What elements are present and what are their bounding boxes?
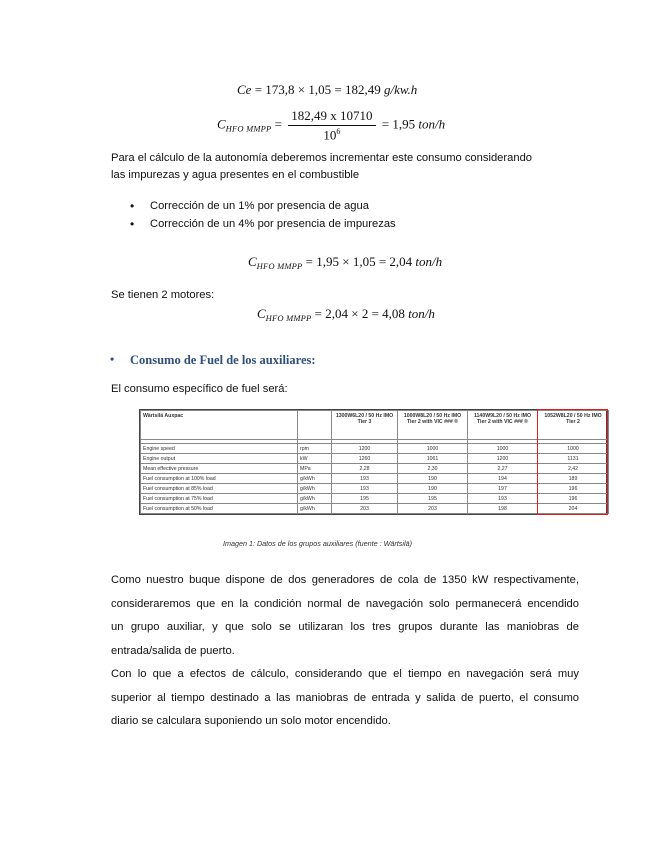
table-cell: 203 xyxy=(332,504,398,514)
bullet-dot-icon: • xyxy=(130,217,135,231)
eq3-unit: ton/h xyxy=(415,254,443,269)
table-header-cell: 1052W8L20 / 50 Hz IMO Tier 2 xyxy=(538,411,609,440)
eq2-denominator xyxy=(323,126,340,143)
table-cell: 1260 xyxy=(332,454,398,464)
table-row xyxy=(141,504,609,514)
eq3-rhs: = 1,95 × 1,05 = 2,04 xyxy=(305,254,413,269)
specific-consumption-line: El consumo específico de fuel será: xyxy=(111,383,288,395)
table-cell: g/kWh xyxy=(298,484,332,494)
table-cell: 190 xyxy=(398,474,468,484)
eq4-rhs: = 2,04 × 2 = 4,08 xyxy=(314,306,405,321)
table-header-cell: Wärtsilä Auxpac xyxy=(141,411,298,440)
eq3-sub: HFO MMPP xyxy=(256,261,303,271)
table-row xyxy=(141,454,609,464)
table-row xyxy=(141,444,609,454)
table-cell: kW xyxy=(298,454,332,464)
section-heading xyxy=(110,352,316,368)
intro-paragraph xyxy=(111,150,565,184)
table-cell: 189 xyxy=(538,474,609,484)
body-paragraph-2 xyxy=(111,663,579,734)
table-cell: 190 xyxy=(398,484,468,494)
table-cell: g/kWh xyxy=(298,474,332,484)
table-cell: 1000 xyxy=(468,444,538,454)
eq2-den-exp: 6 xyxy=(336,127,341,136)
table-header-cell: 1000W8L20 / 50 Hz IMO Tier 2 with VIC ### ® xyxy=(398,411,468,440)
eq2-numerator: 182,49 x 10710 xyxy=(288,108,375,126)
eq1-unit: g/kw.h xyxy=(383,82,418,97)
eq2-lhs: C xyxy=(217,116,226,132)
table-header-cell xyxy=(298,411,332,440)
table-cell: rpm xyxy=(298,444,332,454)
table-row xyxy=(141,464,609,474)
table-row xyxy=(141,484,609,494)
table-cell: g/kWh xyxy=(298,494,332,504)
table-cell: 197 xyxy=(468,484,538,494)
table-cell: 2,42 xyxy=(538,464,609,474)
table-row xyxy=(141,474,609,484)
eq1-rhs: = 173,8 × 1,05 = 182,49 xyxy=(254,82,381,97)
body1-line-3: un grupo auxiliar, y que solo se utilizaran los tres grupos durante las maniobras de xyxy=(111,621,579,633)
eq1-lhs: Ce xyxy=(237,82,252,97)
table-cell: Engine speed xyxy=(141,444,298,454)
bullet-text: Corrección de un 4% por presencia de impurezas xyxy=(150,218,396,230)
bullet-dot-icon: • xyxy=(130,199,135,213)
intro-line-2: las impurezas y agua presentes en el combustible xyxy=(111,169,360,181)
table-cell: 1131 xyxy=(538,454,609,464)
eq4-lhs: C xyxy=(257,306,266,321)
table-cell: Fuel consumption at 50% load xyxy=(141,504,298,514)
table-cell: 1200 xyxy=(332,444,398,454)
table-header-cell: 1140W9L20 / 50 Hz IMO Tier 2 with VIC ### ® xyxy=(468,411,538,440)
table-cell: 1200 xyxy=(468,454,538,464)
body2-line-3: diario se calculara suponiendo un solo motor encendido. xyxy=(111,715,391,727)
table-cell: 2,28 xyxy=(332,464,398,474)
table-cell: 193 xyxy=(332,474,398,484)
intro-line-1: Para el cálculo de la autonomía deberemos incrementar este consumo considerando xyxy=(111,152,533,164)
table-cell: 204 xyxy=(538,504,609,514)
bullet-text: Corrección de un 1% por presencia de agua xyxy=(150,200,369,212)
table-cell: 195 xyxy=(398,494,468,504)
table-cell: 2,27 xyxy=(468,464,538,474)
table-header-row xyxy=(141,411,609,440)
table-header-cell: 1300W6L20 / 50 Hz IMO Tier 3 xyxy=(332,411,398,440)
table-cell: Fuel consumption at 85% load xyxy=(141,484,298,494)
table-cell: Fuel consumption at 75% load xyxy=(141,494,298,504)
table-cell: 195 xyxy=(332,494,398,504)
equation-chfo-two-motors xyxy=(257,306,435,323)
body1-line-2: consideraremos que en la condición normal de navegación solo permanecerá encendido xyxy=(111,597,579,610)
bullet-item-impurities xyxy=(130,217,396,231)
equation-ce xyxy=(237,82,417,98)
figure-caption: Imagen 1: Datos de los grupos auxiliares (fuente : Wärtsilä) xyxy=(223,539,412,548)
table-cell: 1000 xyxy=(398,444,468,454)
eq2-sub: HFO MMPP xyxy=(225,123,272,134)
table-row xyxy=(141,494,609,504)
table-cell: Fuel consumption at 100% load xyxy=(141,474,298,484)
table-cell: 1061 xyxy=(398,454,468,464)
table-cell: MPa xyxy=(298,464,332,474)
table-cell: g/kWh xyxy=(298,504,332,514)
eq2-unit: ton/h xyxy=(418,116,446,132)
bullet-item-water xyxy=(130,199,369,213)
table-cell: 198 xyxy=(468,504,538,514)
table-cell: Mean effective pressure xyxy=(141,464,298,474)
table-cell: 203 xyxy=(398,504,468,514)
body2-line-2: superior al tiempo destinado a las maniobras de entrada y salida de puerto, el consumo xyxy=(111,691,579,704)
table-cell: 1000 xyxy=(538,444,609,454)
table-cell: 196 xyxy=(538,494,609,504)
auxiliary-groups-table xyxy=(139,409,607,515)
eq2-eq: = xyxy=(274,116,283,132)
equation-chfo-corrected xyxy=(248,254,442,271)
table-cell: 2,30 xyxy=(398,464,468,474)
table-cell: 193 xyxy=(332,484,398,494)
heading-bullet-icon: • xyxy=(110,352,115,366)
body1-line-4: entrada/salida de puerto. xyxy=(111,644,235,657)
body2-line-1: Con lo que a efectos de cálculo, considerando que el tiempo en navegación será muy xyxy=(111,668,579,680)
equation-chfo-fraction xyxy=(217,108,445,143)
eq4-sub: HFO MMPP xyxy=(265,313,312,323)
eq2-den-base: 10 xyxy=(323,127,337,143)
data-table xyxy=(140,410,609,514)
table-cell: 193 xyxy=(468,494,538,504)
eq4-unit: ton/h xyxy=(408,306,435,321)
table-cell: Engine output xyxy=(141,454,298,464)
body-paragraph-1 xyxy=(111,569,579,663)
heading-text: Consumo de Fuel de los auxiliares: xyxy=(130,353,316,367)
eq2-rhs: = 1,95 xyxy=(381,116,416,132)
eq3-lhs: C xyxy=(248,254,257,269)
motors-line: Se tienen 2 motores: xyxy=(111,289,215,301)
table-cell: 196 xyxy=(538,484,609,494)
table-cell: 194 xyxy=(468,474,538,484)
eq2-fraction xyxy=(288,108,375,143)
body1-line-1: Como nuestro buque dispone de dos generadores de cola de 1350 kW respectivamente, xyxy=(111,574,579,586)
